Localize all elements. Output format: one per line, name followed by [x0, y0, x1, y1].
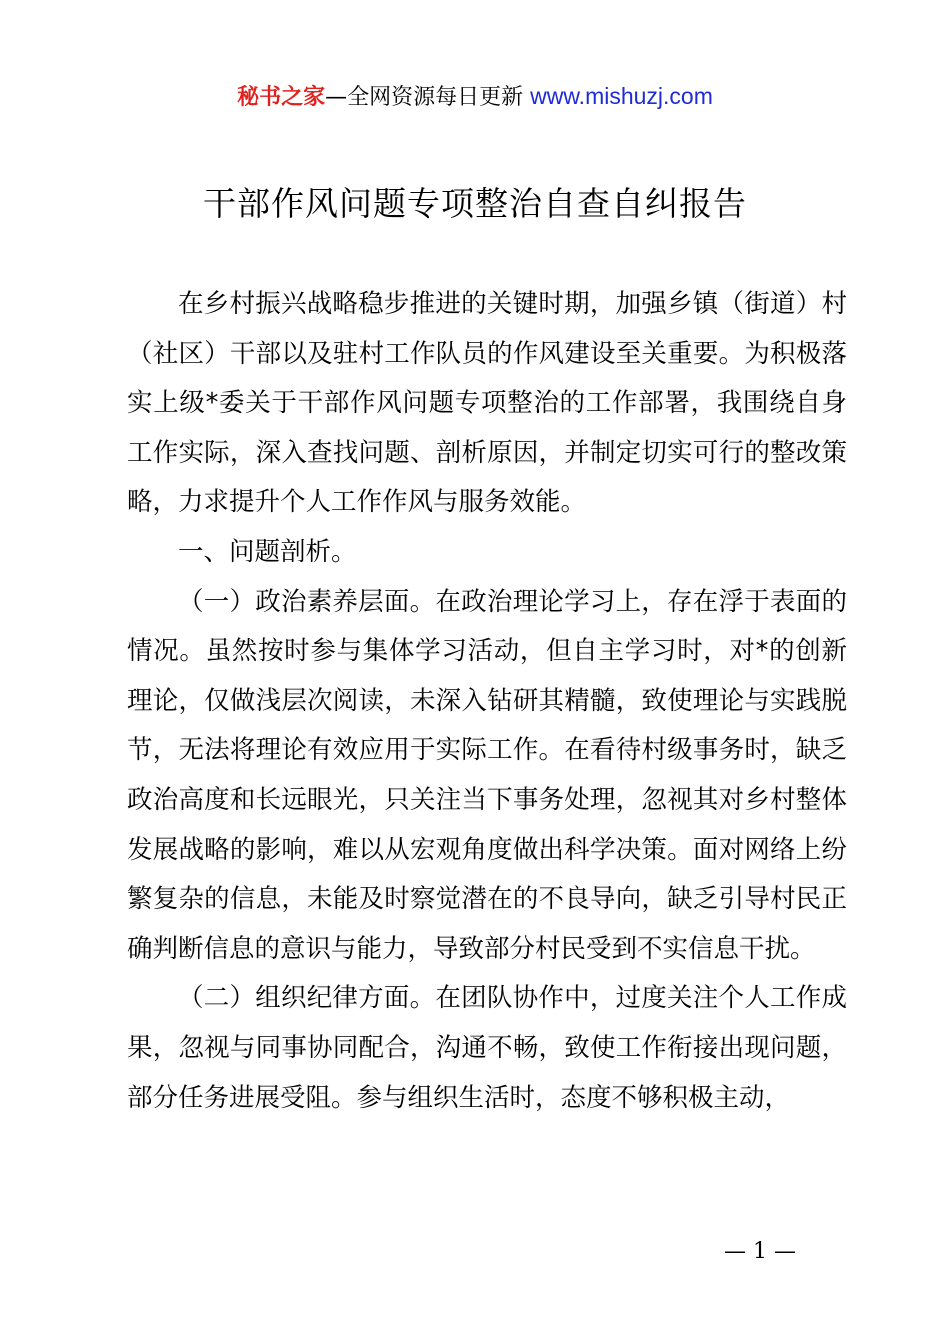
site-watermark-header	[0, 78, 950, 116]
organizational-discipline-paragraph: （二）组织纪律方面。在团队协作中，过度关注个人工作成果，忽视与同事协同配合，沟通不畅，致使工作衔接出现问题，部分任务进展受阻。参与组织生活时，态度不够积极主动，	[127, 983, 847, 1113]
document-title: 干部作风问题专项整治自查自纠报告	[203, 184, 747, 223]
page-number: — 1 —	[724, 1239, 796, 1264]
document-body	[127, 280, 847, 1123]
site-url-link[interactable]: www.mishuzj.com	[530, 83, 713, 109]
intro-paragraph: 在乡村振兴战略稳步推进的关键时期，加强乡镇（街道）村（社区）干部以及驻村工作队员的作风建设至关重要。为积极落实上级*委关于干部作风问题专项整治的工作部署，我围绕自身工作实际，深入查找问题、剖析原因，并制定切实可行的整改策略，力求提升个人工作作风与服务效能。	[127, 289, 847, 518]
section-heading-problem-analysis: 一、问题剖析。	[178, 536, 357, 567]
site-brand-name: 秘书之家	[237, 85, 326, 110]
political-literacy-paragraph: （一）政治素养层面。在政治理论学习上，存在浮于表面的情况。虽然按时参与集体学习活动，但自主学习时，对*的创新理论，仅做浅层次阅读，未深入钻研其精髓，致使理论与实践脱节，无法将理论有效应用于实际工作。在看待村级事务时，缺乏政治高度和长远眼光，只关注当下事务处理，忽视其对乡村整体发展战略的影响，难以从宏观角度做出科学决策。面对网络上纷繁复杂的信息，未能及时察觉潜在的不良导向，缺乏引导村民正确判断信息的意识与能力，导致部分村民受到不实信息干扰。	[127, 586, 847, 964]
site-tagline: —全网资源每日更新	[325, 85, 524, 110]
